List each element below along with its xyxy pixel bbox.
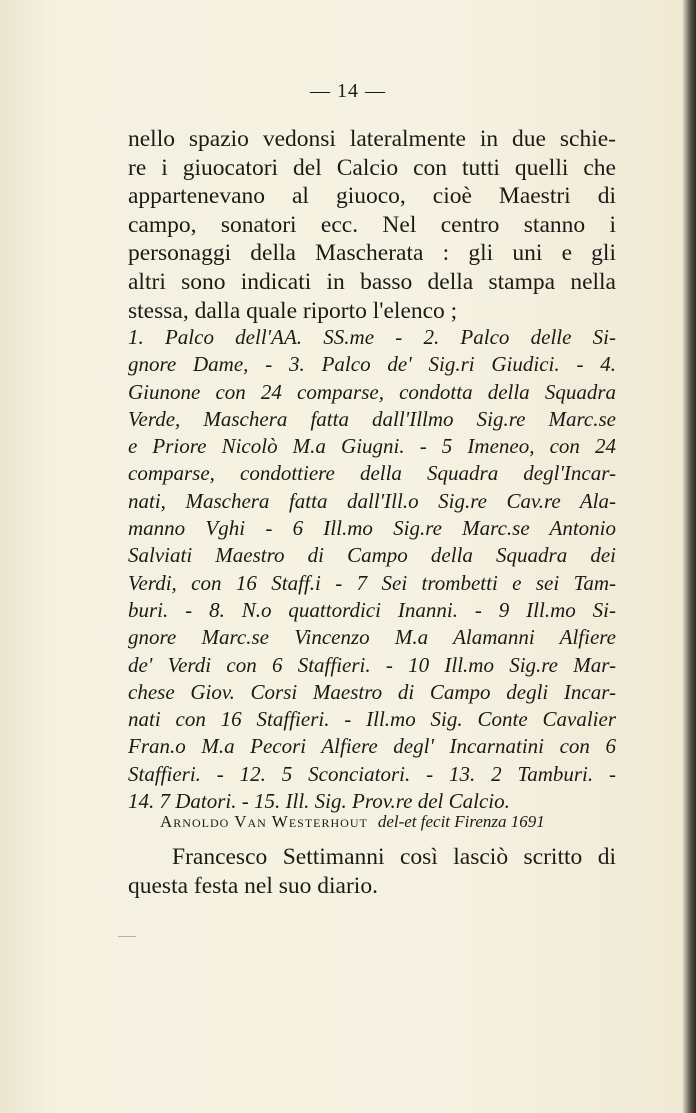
caption-line: Giunone con 24 comparse, condotta della Squadra — [128, 379, 616, 404]
text-line: personaggi della Mascherata : gli uni e gli — [128, 240, 616, 267]
caption-line: manno Vghi - 6 Ill.mo Sig.re Marc.se Antonio — [128, 516, 616, 541]
caption-line: nati, Maschera fatta dall'Ill.o Sig.re Cav.re Ala- — [128, 488, 616, 513]
text-line: nello spazio vedonsi lateralmente in due schie- — [128, 126, 616, 152]
credit-signature: del-et fecit Firenza 1691 — [377, 812, 545, 831]
caption-line: Fran.o M.a Pecori Alfiere degl' Incarnatini con 6 — [128, 734, 616, 759]
caption-line: gnore Marc.se Vincenzo M.a Alamanni Alfiere — [128, 625, 616, 650]
text-line: stessa, dalla quale riporto l'elenco ; — [128, 297, 458, 324]
caption-line: comparse, condottiere della Squadra degl'Incar- — [128, 461, 616, 486]
page-number: — 14 — — [310, 80, 386, 102]
text-line: questa festa nel suo diario. — [128, 872, 378, 899]
text-line: appartenevano al giuoco, cioè Maestri di — [128, 183, 616, 210]
caption-line: gnore Dame, - 3. Palco de' Sig.ri Giudici. - 4. — [128, 352, 616, 377]
caption-line: Salviati Maestro di Campo della Squadra dei — [128, 543, 616, 568]
text-line: re i giuocatori del Calcio con tutti quelli che — [128, 154, 616, 181]
caption-line: buri. - 8. N.o quattordici Inanni. - 9 Ill.mo Si- — [128, 597, 616, 622]
paragraph-intro — [128, 125, 616, 325]
engraving-credit — [160, 812, 616, 832]
engraving-caption-list — [128, 324, 616, 815]
caption-line: 1. Palco dell'AA. SS.me - 2. Palco delle Si- — [128, 325, 616, 349]
faint-mark — [118, 936, 136, 937]
page-edge-shadow — [682, 0, 696, 1113]
text-line: Francesco Settimanni così lasciò scritto di — [172, 844, 616, 870]
paragraph-settimanni — [128, 843, 616, 900]
caption-line: Staffieri. - 12. 5 Sconciatori. - 13. 2 Tamburi. - — [128, 761, 616, 786]
caption-line: nati con 16 Staffieri. - Ill.mo Sig. Conte Cavalier — [128, 707, 616, 732]
caption-line: e Priore Nicolò M.a Giugni. - 5 Imeneo, con 24 — [128, 434, 616, 459]
credit-author: Arnoldo Van Westerhout — [160, 812, 368, 831]
text-line: altri sono indicati in basso della stampa nella — [128, 268, 616, 295]
caption-line: Verdi, con 16 Staff.i - 7 Sei trombetti e sei Tam- — [128, 570, 616, 595]
caption-line: 14. 7 Datori. - 15. Ill. Sig. Prov.re del Calcio. — [128, 789, 510, 814]
caption-line: Verde, Maschera fatta dall'Illmo Sig.re Marc.se — [128, 406, 616, 431]
text-line: campo, sonatori ecc. Nel centro stanno i — [128, 211, 616, 238]
caption-line: de' Verdi con 6 Staffieri. - 10 Ill.mo Sig.re Mar- — [128, 652, 616, 677]
caption-line: chese Giov. Corsi Maestro di Campo degli Incar- — [128, 679, 616, 704]
